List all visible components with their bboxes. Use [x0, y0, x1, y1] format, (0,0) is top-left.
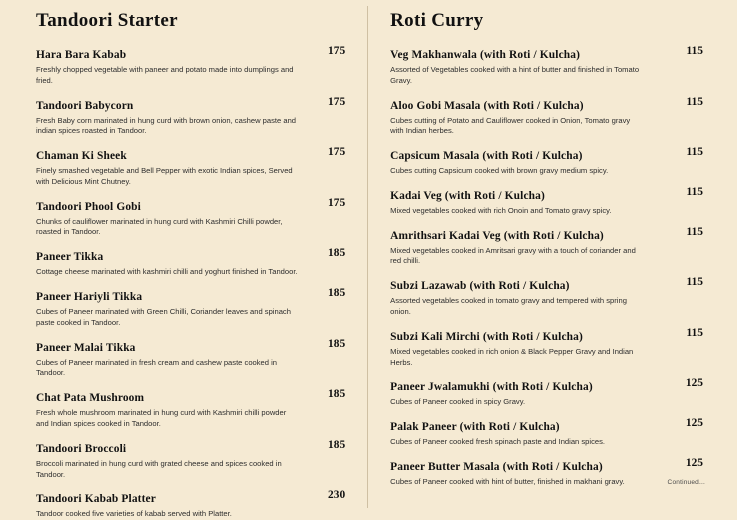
menu-item-head [390, 276, 703, 294]
menu-item[interactable] [390, 96, 709, 138]
menu-item-price: 185 [328, 247, 346, 260]
menu-item[interactable] [390, 327, 709, 369]
menu-item-description: Assorted of Vegetables cooked with a hint of butter and finished in Tomato Gravy. [390, 65, 640, 85]
menu-item-head [390, 417, 703, 435]
menu-item[interactable] [390, 146, 709, 177]
menu-item-head [390, 146, 703, 164]
menu-item[interactable] [36, 146, 345, 188]
menu-item-description: Cubes cutting Capsicum cooked with brown gravy medium spicy. [390, 166, 609, 176]
menu-item-head [36, 95, 346, 114]
menu-item-name: Chaman Ki Sheek [36, 150, 127, 163]
menu-item-description: Mixed vegetables cooked in rich onion & Black Pepper Gravy and Indian Herbs. [390, 346, 634, 367]
menu-item[interactable] [390, 276, 709, 318]
menu-item-name: Palak Paneer (with Roti / Kulcha) [390, 421, 560, 434]
menu-item-price: 115 [686, 185, 703, 198]
menu-item-head [390, 377, 703, 395]
menu-item-head [390, 185, 703, 204]
menu-item-head [36, 337, 346, 356]
menu-item-name: Veg Makhanwala (with Roti / Kulcha) [390, 49, 581, 61]
menu-item-description: Broccoli marinated in hung curd with grated cheese and spices cooked in Tandoor. [36, 458, 282, 479]
menu-item[interactable] [36, 96, 345, 138]
menu-item[interactable] [36, 489, 345, 520]
menu-item-description: Freshly chopped vegetable with paneer and potato made into dumplings and fried. [36, 65, 294, 85]
menu-item[interactable] [36, 338, 345, 380]
menu-item[interactable] [390, 186, 709, 217]
menu-item-price: 115 [686, 45, 703, 57]
menu-item[interactable] [36, 439, 345, 481]
menu-item-head [390, 326, 703, 345]
menu-item-description: Mixed vegetables cooked with rich Onoin and Tomato gravy spicy. [390, 205, 612, 215]
menu-item-head [36, 146, 346, 164]
menu-item-head [36, 247, 346, 265]
menu-item[interactable] [36, 45, 345, 87]
menu-item-name: Kadai Veg (with Roti / Kulcha) [390, 189, 545, 202]
menu-item-head [390, 225, 703, 244]
menu-item-description: Mixed vegetables cooked in Amritsari gravy with a touch of coriander and red chilli. [390, 245, 636, 266]
menu-item-name: Paneer Hariyli Tikka [36, 291, 143, 304]
menu-item-head [36, 287, 346, 305]
menu-item-description: Cubes cutting of Potato and Cauliflower cooked in Onion, Tomato gravy with Indian herbes. [390, 115, 631, 136]
menu-item[interactable] [36, 247, 345, 278]
menu-item-description: Chunks of cauliflower marinated in hung curd with Kashmiri Chilli powder, roasted in Tandoor. [36, 216, 283, 237]
menu-item-head [36, 196, 346, 215]
menu-column-left [18, 6, 367, 519]
menu-item-name: Amrithsari Kadai Veg (with Roti / Kulcha) [390, 229, 604, 242]
menu-item-name: Tandoori Phool Gobi [36, 200, 141, 213]
menu-item-price: 185 [328, 337, 346, 350]
menu-item-description: Fresh Baby corn marinated in hung curd with brown onion, cashew paste and indian spices roasted in Tandoor. [36, 115, 297, 136]
menu-item-description: Cubes of Paneer cooked in spicy Gravy. [390, 397, 526, 407]
menu-item-head [390, 95, 703, 114]
menu-item[interactable] [36, 388, 345, 430]
menu-item-price: 115 [686, 276, 703, 289]
menu-item-price: 125 [685, 377, 703, 390]
menu-item-name: Paneer Tikka [36, 251, 104, 264]
menu-item[interactable] [390, 226, 709, 268]
menu-item-description: Cubes of Paneer cooked fresh spinach paste and Indian spices. [390, 437, 606, 447]
menu-item-head [390, 45, 703, 63]
menu-item-description: Finely smashed vegetable and Bell Pepper with exotic Indian spices, Served with Delicious Mint Chutney. [36, 166, 293, 186]
menu-item-description: Fresh whole mushroom marinated in hung curd with Kashmiri chilli powder and Indian spices cooked in Tandoor. [36, 408, 287, 428]
menu-item-description: Assorted vegetables cooked in tomato gravy and tempered with spring onion. [390, 296, 627, 317]
menu-item-name: Tandoori Kabab Platter [36, 493, 156, 506]
menu-item[interactable] [36, 287, 345, 329]
menu-item-head [36, 438, 346, 457]
menu-item-name: Subzi Kali Mirchi (with Roti / Kulcha) [390, 330, 583, 343]
menu-item-price: 115 [686, 326, 703, 339]
menu-item-name: Aloo Gobi Masala (with Roti / Kulcha) [390, 99, 584, 112]
menu-item-head [36, 388, 346, 406]
menu-item-price: 230 [328, 489, 346, 502]
menu-item-price: 125 [685, 417, 703, 430]
menu-item-price: 175 [328, 146, 346, 159]
menu-item[interactable] [390, 377, 709, 408]
menu-item-head [36, 489, 346, 507]
menu-item-description: Cottage cheese marinated with kashmiri chilli and yoghurt finished in Tandoor. [36, 267, 298, 277]
menu-item-price: 125 [685, 456, 703, 469]
menu-item[interactable] [390, 417, 709, 448]
menu-item-description: Tandoor cooked five varieties of kabab served with Platter. [36, 509, 232, 519]
menu-item-price: 185 [328, 438, 346, 451]
menu-item-price: 175 [328, 95, 346, 108]
section-title-roti-curry: Roti Curry [390, 10, 484, 31]
menu-item-price: 185 [328, 287, 346, 300]
continued-note: Continued... [667, 479, 705, 486]
menu-item-name: Chat Pata Mushroom [36, 392, 145, 405]
menu-item-name: Paneer Jwalamukhi (with Roti / Kulcha) [390, 381, 593, 394]
menu-item-price: 115 [686, 146, 703, 159]
menu-item[interactable] [36, 197, 345, 239]
menu-item-name: Capsicum Masala (with Roti / Kulcha) [390, 150, 583, 163]
menu-item-price: 175 [328, 196, 346, 209]
menu-column-right [367, 6, 719, 508]
menu-item-name: Paneer Butter Masala (with Roti / Kulcha) [390, 460, 603, 473]
menu-item-name: Tandoori Broccoli [36, 442, 127, 455]
menu-item-head [390, 456, 703, 475]
menu-item-price: 115 [686, 225, 703, 238]
menu-item-name: Subzi Lazawab (with Roti / Kulcha) [390, 280, 570, 293]
menu-item-price: 175 [328, 45, 346, 57]
menu-item-name: Tandoori Babycorn [36, 99, 134, 112]
menu-item-price: 185 [328, 388, 346, 401]
menu-item-head [36, 45, 346, 63]
menu-item-description: Cubes of Paneer marinated in fresh cream and cashew paste cooked in Tandoor. [36, 357, 278, 378]
menu-item-name: Hara Bara Kabab [36, 49, 127, 61]
section-title-tandoori-starter: Tandoori Starter [36, 10, 178, 31]
menu-item-description: Cubes of Paneer marinated with Green Chilli, Coriander leaves and spinach paste cooked in Tandoor. [36, 307, 291, 327]
menu-item-description: Cubes of Paneer cooked with hint of butter, finished in makhani gravy. [390, 476, 625, 486]
menu-item-price: 115 [686, 95, 703, 108]
menu-item[interactable] [390, 457, 709, 488]
menu-item-name: Paneer Malai Tikka [36, 341, 136, 354]
menu-item[interactable] [390, 45, 709, 87]
